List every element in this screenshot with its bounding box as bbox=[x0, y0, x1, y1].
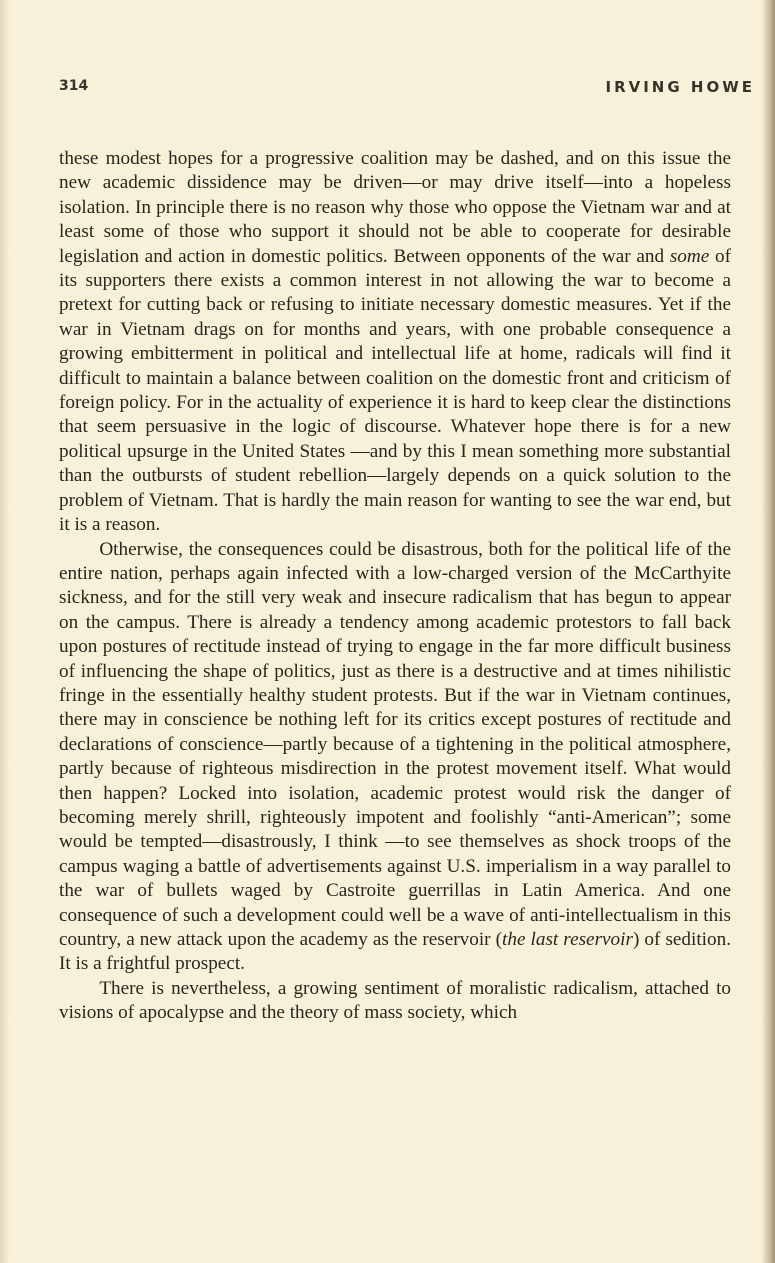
page-number: 314 bbox=[59, 78, 89, 94]
running-head bbox=[59, 78, 755, 102]
paragraph bbox=[59, 977, 731, 1026]
running-head-author: IRVING HOWE bbox=[605, 78, 755, 96]
paragraph bbox=[59, 147, 731, 538]
body-text bbox=[59, 147, 731, 1026]
italic-text: the last reservoir bbox=[502, 929, 633, 950]
text-segment: of its supporters there exists a common interest in not allowing the war to become a pretext for cutting back or refusing to initiate necessary domestic measures. Yet if the war in Vietnam drags on for months and years, with one probable consequence a growing embitterment in political and intellectual life at home, radicals will find it difficult to maintain a balance between coalition on the domestic front and criticism of foreign policy. For in the actuality of experience it is hard to keep clear the distinctions that seem persuasive in the logic of discourse. Whatever hope there is for a new political upsurge in the United States —and by this I mean something more substantial than the outbursts of student rebellion—largely depends on a quick solution to the problem of Vietnam. That is hardly the main reason for wanting to see the war end, but it is a reason. bbox=[59, 245, 731, 536]
page-gutter-shadow bbox=[0, 0, 10, 1263]
italic-text: some bbox=[669, 245, 710, 267]
text-segment: these modest hopes for a progressive coalition may be dashed, and on this issue the new academic dissidence may be driven—or may drive itself—into a hopeless isolation. In principle there is no reason why those who oppose the Vietnam war and at least some of those who support it should not be able to cooperate for desirable legislation and action in domestic politics. Between opponents of the war and bbox=[59, 148, 731, 267]
page-edge-shadow bbox=[761, 0, 775, 1263]
text-segment: Otherwise, the consequences could be disastrous, both for the political life of the entire nation, perhaps again infected with a low-charged version of the McCarthyite sickness, and for the still very weak and insecure radicalism that has begun to appear on the campus. There is already a tendency among academic protestors to fall back upon postures of rectitude instead of trying to engage in the far more difficult business of influencing the shape of politics, just as there is a destructive and at times nihilistic fringe in the essentially healthy student protests. But if the war in Vietnam continues, there may in conscience be nothing left for its critics except postures of rectitude and declarations of conscience—partly because of a tightening in the political atmosphere, partly because of righteous misdirection in the protest movement itself. What would then happen? Locked into isolation, academic protest would risk the danger of becoming merely shrill, righteously impotent and foolishly “anti-American”; some would be tempted—disastrously, I think —to see themselves as shock troops of the campus waging a battle of advertisements against U.S. imperialism in a way parallel to the war of bullets waged by Castroite guerrillas in Latin America. And one consequence of such a development could well be a wave of anti-intellectualism in this country, a new attack upon the academy as the reservoir ( bbox=[59, 538, 731, 950]
paragraph bbox=[59, 538, 731, 977]
text-segment: ) of sedition. It is a frightful prospect. bbox=[59, 929, 731, 975]
text-segment: There is nevertheless, a growing sentiment of moralistic radicalism, attached to visions of apocalypse and the theory of mass society, which bbox=[59, 977, 731, 1024]
